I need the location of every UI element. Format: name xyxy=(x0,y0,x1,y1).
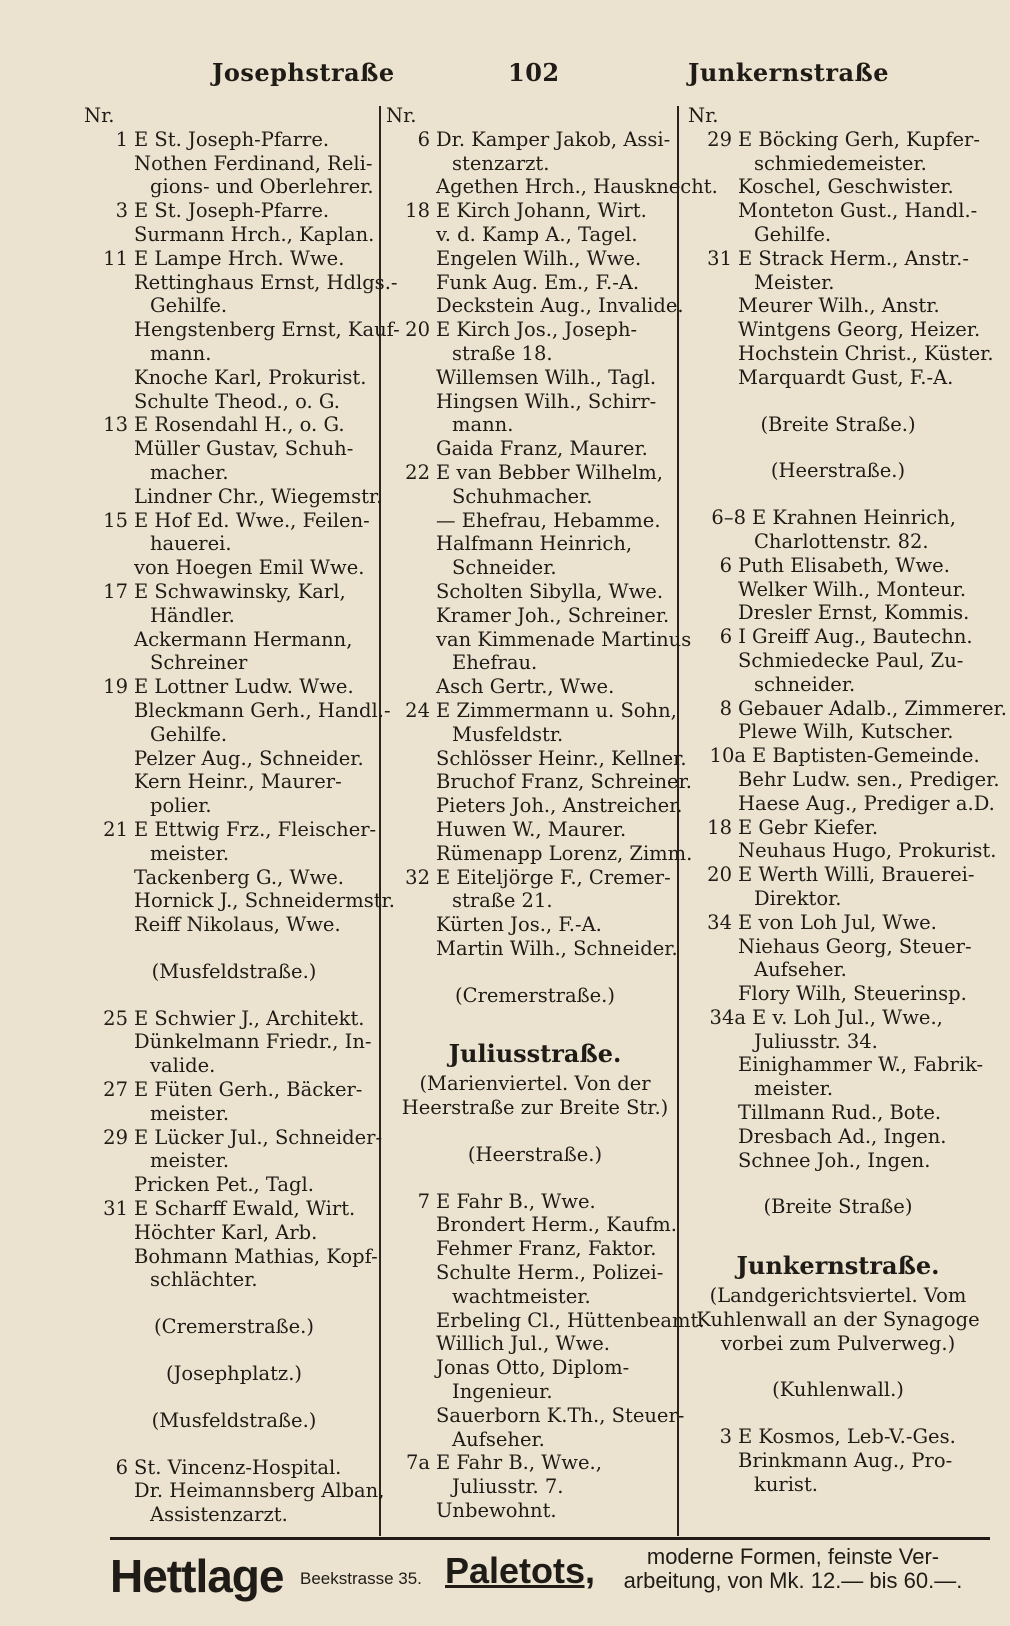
resident-entry: Monteton Gust., Handl.- xyxy=(738,199,978,223)
directory-entry xyxy=(386,1190,684,1214)
spacer xyxy=(688,1355,988,1378)
entry-continuation: meister. xyxy=(150,1101,230,1125)
cross-street-note: (Landgerichtsviertel. Vom xyxy=(709,1284,967,1308)
resident-entry: Halfmann Heinrich, xyxy=(436,532,633,556)
entry-continuation: wachtmeister. xyxy=(452,1284,591,1308)
entry-text: E Schwawinsky, Karl, xyxy=(134,579,346,603)
entry-text: E Kosmos, Leb-V.-Ges. xyxy=(738,1425,956,1449)
resident-entry: Neuhaus Hugo, Prokurist. xyxy=(738,839,997,863)
advertisement xyxy=(110,1545,990,1615)
house-number: 31 xyxy=(103,1197,128,1221)
resident-entry: Gaida Franz, Maurer. xyxy=(436,437,648,461)
resident-entry: Dr. Heimannsberg Alban, xyxy=(134,1479,385,1503)
resident-entry: Kern Heinr., Maurer- xyxy=(134,770,342,794)
cross-street-note: (Breite Straße.) xyxy=(760,412,916,436)
entry-text: Dr. Kamper Jakob, Assi- xyxy=(436,127,671,151)
spacer xyxy=(688,1172,988,1195)
entry-continuation: schlächter. xyxy=(150,1268,258,1292)
entry-text: E Lampe Hrch. Wwe. xyxy=(134,246,345,270)
resident-entry: Niehaus Georg, Steuer- xyxy=(738,934,972,958)
entry-continuation: straße 18. xyxy=(452,341,553,365)
entry-continuation: meister. xyxy=(150,841,230,865)
directory-entry xyxy=(386,461,684,485)
ad-desc-line: arbeitung, von Mk. 12.— bis 60.—. xyxy=(623,1568,963,1593)
resident-entry: Agethen Hrch., Hausknecht. xyxy=(436,175,718,199)
resident-entry: Reiff Nikolaus, Wwe. xyxy=(134,913,341,937)
entry-continuation: Charlottenstr. 82. xyxy=(754,529,929,553)
entry-continuation: valide. xyxy=(150,1054,216,1078)
entry-text: E Böcking Gerh, Kupfer- xyxy=(738,127,980,151)
resident-entry: Haese Aug., Prediger a.D. xyxy=(738,791,995,815)
entry-continuation: schmiedemeister. xyxy=(754,151,927,175)
resident-entry: v. d. Kamp A., Tagel. xyxy=(436,222,638,246)
entry-text: E Gebr Kiefer. xyxy=(738,815,879,839)
entry-continuation: mann. xyxy=(150,341,212,365)
entry-continuation: Gehilfe. xyxy=(150,722,228,746)
directory-entry xyxy=(84,509,384,533)
entry-text: E Fahr B., Wwe., xyxy=(436,1451,602,1475)
directory-entry xyxy=(688,744,988,768)
entry-text: E Kirch Johann, Wirt. xyxy=(436,199,647,223)
house-number: 32 xyxy=(405,865,430,889)
entry-continuation: Juliusstr. 7. xyxy=(452,1475,564,1499)
cross-street-note: Kuhlenwall an der Synagoge xyxy=(696,1307,980,1331)
entry-continuation: Assistenzarzt. xyxy=(150,1503,288,1527)
resident-entry: Bleckmann Gerh., Handl.- xyxy=(134,698,391,722)
resident-entry: Hornick J., Schneidermstr. xyxy=(134,889,395,913)
cross-street-note: (Heerstraße.) xyxy=(770,459,906,483)
ad-product: Paletots, xyxy=(445,1550,596,1591)
column-1 xyxy=(84,104,400,1527)
house-number: 29 xyxy=(707,127,732,151)
resident-entry: Hochstein Christ., Küster. xyxy=(738,341,994,365)
entry-continuation: meister. xyxy=(754,1077,834,1101)
directory-entry xyxy=(688,696,1007,721)
cross-street-note: (Cremerstraße.) xyxy=(154,1315,314,1339)
spacer xyxy=(386,1007,684,1030)
resident-entry: Jonas Otto, Diplom- xyxy=(436,1356,630,1380)
entry-continuation: stenzarzt. xyxy=(452,151,550,175)
directory-entry xyxy=(84,1456,384,1480)
house-number: 27 xyxy=(103,1078,128,1102)
resident-entry: Unbewohnt. xyxy=(436,1499,557,1523)
entry-text: E Lücker Jul., Schneider- xyxy=(134,1125,383,1149)
spacer xyxy=(84,1292,384,1315)
entry-text: E Füten Gerh., Bäcker- xyxy=(134,1078,363,1102)
column-3 xyxy=(688,104,1007,1497)
entry-text: Gebauer Adalb., Zimmerer. xyxy=(738,696,1007,720)
entry-text: St. Vincenz-Hospital. xyxy=(134,1455,342,1479)
resident-entry: Schulte Herm., Polizei- xyxy=(436,1261,664,1285)
entry-text: E St. Joseph-Pfarre. xyxy=(134,127,330,151)
resident-entry: Marquardt Gust, F.-A. xyxy=(738,365,954,389)
directory-entry xyxy=(688,247,988,271)
spacer xyxy=(386,1120,684,1143)
resident-entry: Pricken Pet., Tagl. xyxy=(134,1173,314,1197)
entry-continuation: Ingenieur. xyxy=(452,1380,553,1404)
entry-text: E Baptisten-Gemeinde. xyxy=(752,744,980,768)
resident-entry: Ackermann Hermann, xyxy=(134,627,353,651)
directory-entry xyxy=(84,1007,384,1031)
entry-continuation: Schreiner xyxy=(150,651,248,675)
directory-entry xyxy=(688,506,988,530)
street-title: Junkernstraße. xyxy=(736,1251,940,1281)
entry-text: E Lottner Ludw. Wwe. xyxy=(134,675,354,699)
resident-entry: Kramer Joh., Schreiner. xyxy=(436,603,670,627)
entry-continuation: Ehefrau. xyxy=(452,651,538,675)
house-number: 18 xyxy=(405,199,430,223)
directory-entry xyxy=(386,128,684,152)
resident-entry: Funk Aug. Em., F.-A. xyxy=(436,270,640,294)
house-number: 3 xyxy=(115,199,128,223)
resident-entry: Dresler Ernst, Kommis. xyxy=(738,601,970,625)
house-number: 6–8 xyxy=(711,506,746,530)
resident-entry: Schnee Joh., Ingen. xyxy=(738,1148,931,1172)
entry-continuation: kurist. xyxy=(754,1472,818,1496)
house-number: 19 xyxy=(103,675,128,699)
resident-entry: Höchter Karl, Arb. xyxy=(134,1220,318,1244)
entry-text: E Krahnen Heinrich, xyxy=(752,506,956,530)
house-number: 34 xyxy=(707,910,732,934)
resident-entry: Schulte Theod., o. G. xyxy=(134,389,341,413)
house-number: 6 I xyxy=(719,625,746,649)
resident-entry: Wintgens Georg, Heizer. xyxy=(738,318,981,342)
resident-entry: Willich Jul., Wwe. xyxy=(436,1332,611,1356)
resident-entry: Bohmann Mathias, Kopf- xyxy=(134,1244,378,1268)
resident-entry: Rümenapp Lorenz, Zimm. xyxy=(436,841,693,865)
resident-entry: Brondert Herm., Kaufm. xyxy=(436,1213,677,1237)
ad-desc-line: moderne Formen, feinste Ver- xyxy=(646,1544,940,1569)
resident-entry: Schmiedecke Paul, Zu- xyxy=(738,648,964,672)
directory-entry xyxy=(84,199,384,223)
resident-entry: van Kimmenade Martinus xyxy=(436,627,692,651)
resident-entry: Müller Gustav, Schuh- xyxy=(134,437,354,461)
house-number: 6 xyxy=(719,553,732,577)
entry-text: E Fahr B., Wwe. xyxy=(436,1189,596,1213)
house-number: 11 xyxy=(103,246,128,270)
resident-entry: Fehmer Franz, Faktor. xyxy=(436,1237,657,1261)
entry-text: E Rosendahl H., o. G. xyxy=(134,413,345,437)
directory-entry xyxy=(688,911,988,935)
entry-text: Puth Elisabeth, Wwe. xyxy=(738,553,950,577)
cross-street-note: (Musfeldstraße.) xyxy=(151,1408,317,1432)
entry-continuation: polier. xyxy=(150,794,212,818)
cross-street-note: (Kuhlenwall.) xyxy=(772,1378,904,1402)
house-number: 20 xyxy=(405,318,430,342)
house-number: 18 xyxy=(707,815,732,839)
resident-entry: Meurer Wilh., Anstr. xyxy=(738,294,940,318)
house-number: 24 xyxy=(405,698,430,722)
house-number: 8 xyxy=(719,696,732,720)
resident-entry: Hengstenberg Ernst, Kauf- xyxy=(134,318,400,342)
resident-entry: Scholten Sibylla, Wwe. xyxy=(436,579,664,603)
entry-continuation: Gehilfe. xyxy=(754,222,832,246)
directory-entry xyxy=(84,580,384,604)
spacer xyxy=(84,1433,384,1456)
resident-entry: Engelen Wilh., Wwe. xyxy=(436,246,642,270)
resident-entry: Kürten Jos., F.-A. xyxy=(436,913,602,937)
cross-street-note: (Musfeldstraße.) xyxy=(151,959,317,983)
spacer xyxy=(84,1339,384,1362)
resident-entry: Deckstein Aug., Invalide. xyxy=(436,294,684,318)
resident-entry: Dresbach Ad., Ingen. xyxy=(738,1124,947,1148)
house-number: 21 xyxy=(103,817,128,841)
entry-continuation: Schneider. xyxy=(452,556,557,580)
entry-continuation: Juliusstr. 34. xyxy=(754,1029,878,1053)
directory-entry xyxy=(688,554,988,578)
resident-entry: Huwen W., Maurer. xyxy=(436,817,627,841)
entry-text: E Scharff Ewald, Wirt. xyxy=(134,1197,356,1221)
directory-entry xyxy=(688,863,988,887)
resident-entry: Pelzer Aug., Schneider. xyxy=(134,746,364,770)
resident-entry: Hingsen Wilh., Schirr- xyxy=(436,389,657,413)
resident-entry: Dünkelmann Friedr., In- xyxy=(134,1030,372,1054)
directory-entry xyxy=(386,318,684,342)
directory-entry xyxy=(386,1451,684,1475)
entry-continuation: schneider. xyxy=(754,672,856,696)
cross-street-note: (Marienviertel. Von der xyxy=(419,1072,651,1096)
resident-entry: Flory Wilh, Steuerinsp. xyxy=(738,982,967,1006)
directory-entry xyxy=(386,199,684,223)
resident-entry: Lindner Chr., Wiegemstr. xyxy=(134,484,383,508)
directory-entry xyxy=(84,247,384,271)
cross-street-note: Heerstraße zur Breite Str.) xyxy=(401,1096,669,1120)
spacer xyxy=(688,1219,988,1242)
resident-entry: Tackenberg G., Wwe. xyxy=(134,865,344,889)
entry-text: E St. Joseph-Pfarre. xyxy=(134,199,330,223)
entry-text: E Eiteljörge F., Cremer- xyxy=(436,865,671,889)
entry-continuation: straße 21. xyxy=(452,889,553,913)
page-number: 102 xyxy=(508,58,560,87)
resident-entry: Plewe Wilh, Kutscher. xyxy=(738,720,954,744)
directory-entry xyxy=(84,413,384,437)
resident-entry: Koschel, Geschwister. xyxy=(738,175,954,199)
directory-entry xyxy=(84,1078,384,1102)
resident-entry: Nothen Ferdinand, Reli- xyxy=(134,151,373,175)
entry-continuation: Aufseher. xyxy=(754,958,847,982)
column-2 xyxy=(386,104,718,1523)
house-number: 1 xyxy=(115,127,128,151)
directory-entry xyxy=(84,675,384,699)
directory-entry xyxy=(84,1197,384,1221)
house-number: 13 xyxy=(103,413,128,437)
directory-entry xyxy=(84,1126,384,1150)
entry-continuation: meister. xyxy=(150,1149,230,1173)
directory-entry xyxy=(386,866,684,890)
house-number: 7a xyxy=(405,1451,430,1475)
house-number: 7 xyxy=(417,1189,430,1213)
resident-entry: Martin Wilh., Schneider. xyxy=(436,936,678,960)
spacer xyxy=(688,483,988,506)
spacer xyxy=(386,961,684,984)
directory-entry xyxy=(386,699,684,723)
house-number: 25 xyxy=(103,1006,128,1030)
house-number: 34a xyxy=(709,1005,746,1029)
entry-text: E Werth Willi, Brauerei- xyxy=(738,863,975,887)
spacer xyxy=(84,984,384,1007)
column-label: Nr. xyxy=(688,104,719,127)
street-title: Juliusstraße. xyxy=(448,1039,622,1069)
entry-text: E Zimmermann u. Sohn, xyxy=(436,698,677,722)
resident-entry: Willemsen Wilh., Tagl. xyxy=(436,365,657,389)
entry-continuation: mann. xyxy=(452,413,514,437)
ad-brand: Hettlage xyxy=(110,1550,284,1602)
resident-entry: Schlösser Heinr., Kellner. xyxy=(436,746,687,770)
entry-text: Greiff Aug., Bautechn. xyxy=(752,625,973,649)
house-number: 22 xyxy=(405,460,430,484)
entry-text: E Kirch Jos., Joseph- xyxy=(436,318,638,342)
entry-text: E Hof Ed. Wwe., Feilen- xyxy=(134,508,370,532)
directory-entry xyxy=(688,1425,988,1449)
cross-street-note: (Cremerstraße.) xyxy=(455,983,615,1007)
house-number: 3 xyxy=(719,1425,732,1449)
spacer xyxy=(84,1386,384,1409)
resident-entry: Surmann Hrch., Kaplan. xyxy=(134,222,375,246)
spacer xyxy=(84,937,384,960)
directory-entry xyxy=(84,128,384,152)
entry-text: E von Loh Jul, Wwe. xyxy=(738,910,937,934)
entry-continuation: gions- und Oberlehrer. xyxy=(150,175,374,199)
house-number: 29 xyxy=(103,1125,128,1149)
cross-street-note: vorbei zum Pulverweg.) xyxy=(720,1331,956,1355)
resident-entry: Sauerborn K.Th., Steuer- xyxy=(436,1403,685,1427)
house-number: 6 xyxy=(417,127,430,151)
house-number: 20 xyxy=(707,863,732,887)
cross-street-note: (Breite Straße) xyxy=(763,1195,913,1219)
spacer xyxy=(386,1167,684,1190)
directory-entry xyxy=(688,1006,988,1030)
entry-continuation: macher. xyxy=(150,460,229,484)
resident-entry: Pieters Joh., Anstreicher. xyxy=(436,794,683,818)
resident-entry: Welker Wilh., Monteur. xyxy=(738,577,967,601)
house-number: 31 xyxy=(707,246,732,270)
header-left-street: Josephstraße xyxy=(212,58,395,87)
ad-description xyxy=(603,1545,983,1593)
house-number: 15 xyxy=(103,508,128,532)
entry-continuation: Aufseher. xyxy=(452,1427,545,1451)
entry-continuation: Schuhmacher. xyxy=(452,484,593,508)
spacer xyxy=(688,1402,988,1425)
directory-entry xyxy=(688,625,988,649)
resident-entry: Brinkmann Aug., Pro- xyxy=(738,1449,953,1473)
resident-entry: Bruchof Franz, Schreiner. xyxy=(436,770,692,794)
directory-entry xyxy=(84,818,384,842)
directory-entry xyxy=(688,816,988,840)
entry-continuation: Meister. xyxy=(754,270,835,294)
resident-entry: Behr Ludw. sen., Prediger. xyxy=(738,767,1000,791)
cross-street-note: (Josephplatz.) xyxy=(165,1362,302,1386)
resident-entry: von Hoegen Emil Wwe. xyxy=(134,556,365,580)
house-number: 6 xyxy=(115,1455,128,1479)
resident-entry: Asch Gertr., Wwe. xyxy=(436,675,615,699)
column-label: Nr. xyxy=(386,104,417,127)
directory-entry xyxy=(688,128,988,152)
house-number: 17 xyxy=(103,579,128,603)
footer-rule xyxy=(110,1537,990,1540)
resident-entry: Rettinghaus Ernst, Hdlgs.- xyxy=(134,270,398,294)
header-right-street: Junkernstraße xyxy=(688,58,890,87)
column-label: Nr. xyxy=(84,104,115,127)
resident-entry: — Ehefrau, Hebamme. xyxy=(436,508,661,532)
entry-continuation: Direktor. xyxy=(754,886,842,910)
house-number: 10a xyxy=(709,744,746,768)
entry-text: E van Bebber Wilhelm, xyxy=(436,460,663,484)
resident-entry: Erbeling Cl., Hüttenbeamt. xyxy=(436,1308,705,1332)
resident-entry: Tillmann Rud., Bote. xyxy=(738,1101,942,1125)
entry-continuation: hauerei. xyxy=(150,532,232,556)
spacer xyxy=(688,436,988,459)
entry-continuation: Gehilfe. xyxy=(150,294,228,318)
entry-text: E Strack Herm., Anstr.- xyxy=(738,246,969,270)
resident-entry: Einighammer W., Fabrik- xyxy=(738,1053,984,1077)
entry-text: E Schwier J., Architekt. xyxy=(134,1006,365,1030)
entry-continuation: Musfeldstr. xyxy=(452,722,564,746)
ad-address: Beekstrasse 35. xyxy=(300,1569,422,1588)
cross-street-note: (Heerstraße.) xyxy=(467,1142,603,1166)
spacer xyxy=(688,390,988,413)
entry-continuation: Händler. xyxy=(150,603,235,627)
entry-text: E v. Loh Jul., Wwe., xyxy=(752,1005,943,1029)
resident-entry: Knoche Karl, Prokurist. xyxy=(134,365,367,389)
entry-text: E Ettwig Frz., Fleischer- xyxy=(134,817,377,841)
